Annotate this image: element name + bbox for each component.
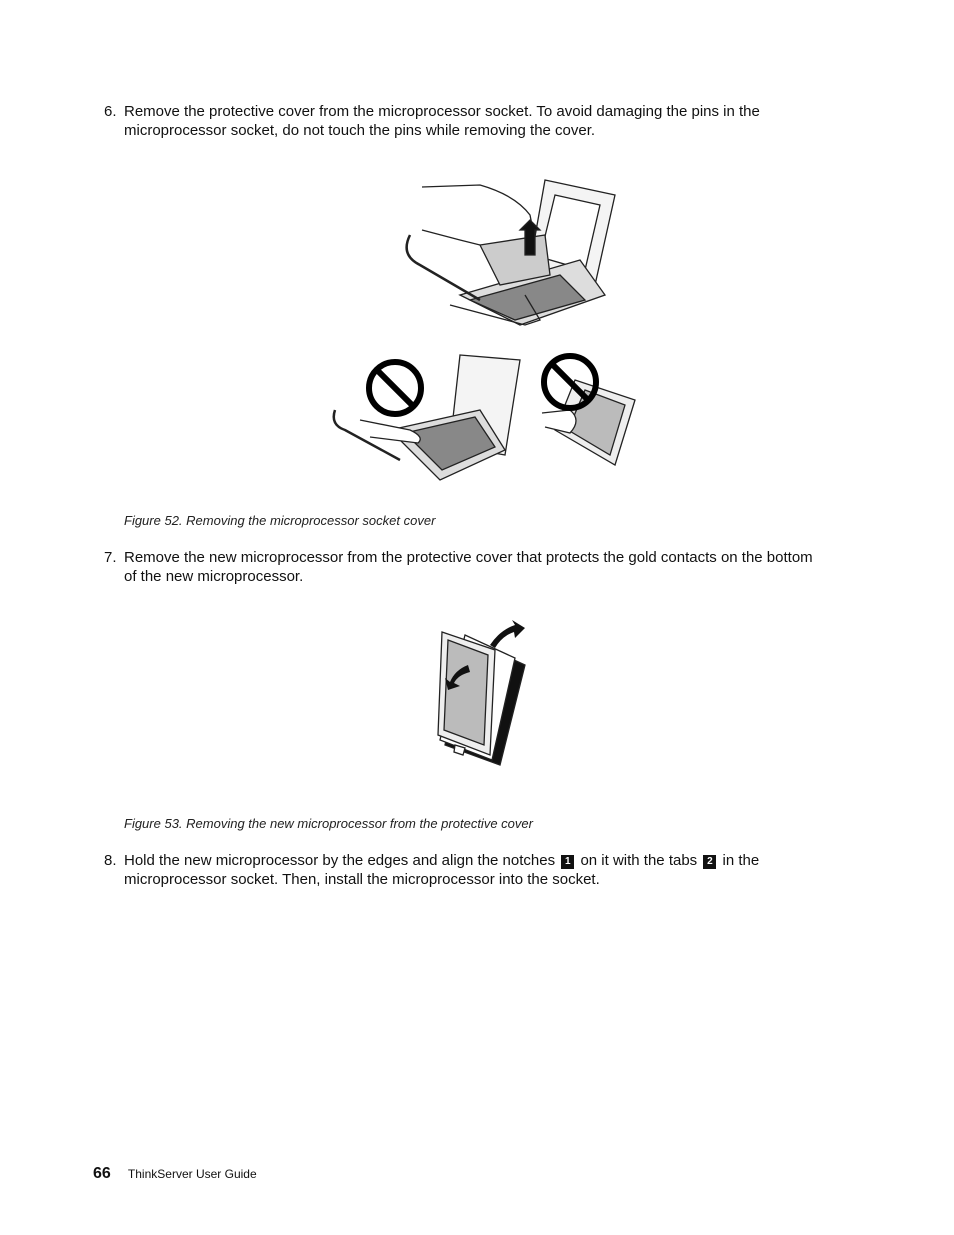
page-footer xyxy=(93,1165,257,1183)
step-7 xyxy=(104,548,824,586)
socket-cover-removal-illustration xyxy=(330,175,640,485)
step-number: 8. xyxy=(104,852,117,869)
callout-1-badge: 1 xyxy=(561,855,574,869)
processor-cover-removal-illustration xyxy=(430,620,540,775)
step-number: 7. xyxy=(104,549,117,566)
step-6 xyxy=(104,102,824,140)
step-text-part-a: Hold the new microprocessor by the edges and align the notches xyxy=(124,852,556,869)
callout-2-badge: 2 xyxy=(703,855,716,869)
step-text-part-c: in the microprocessor socket. Then, install the microprocessor into the socket. xyxy=(124,852,760,888)
step-8 xyxy=(104,851,824,889)
figure-52-caption: Figure 52. Removing the microprocessor socket cover xyxy=(124,513,436,528)
page-number: 66 xyxy=(93,1165,111,1182)
step-text: Remove the new microprocessor from the protective cover that protects the gold contacts on the bottom of the new microprocessor. xyxy=(124,549,813,585)
step-text-part-b: on it with the tabs xyxy=(580,852,698,869)
step-text: Remove the protective cover from the microprocessor socket. To avoid damaging the pins in the microprocessor socket, do not touch the pins while removing the cover. xyxy=(124,103,760,139)
step-number: 6. xyxy=(104,103,117,120)
document-title: ThinkServer User Guide xyxy=(127,1167,257,1181)
figure-53-caption: Figure 53. Removing the new microprocessor from the protective cover xyxy=(124,816,533,831)
step-text xyxy=(124,851,824,889)
